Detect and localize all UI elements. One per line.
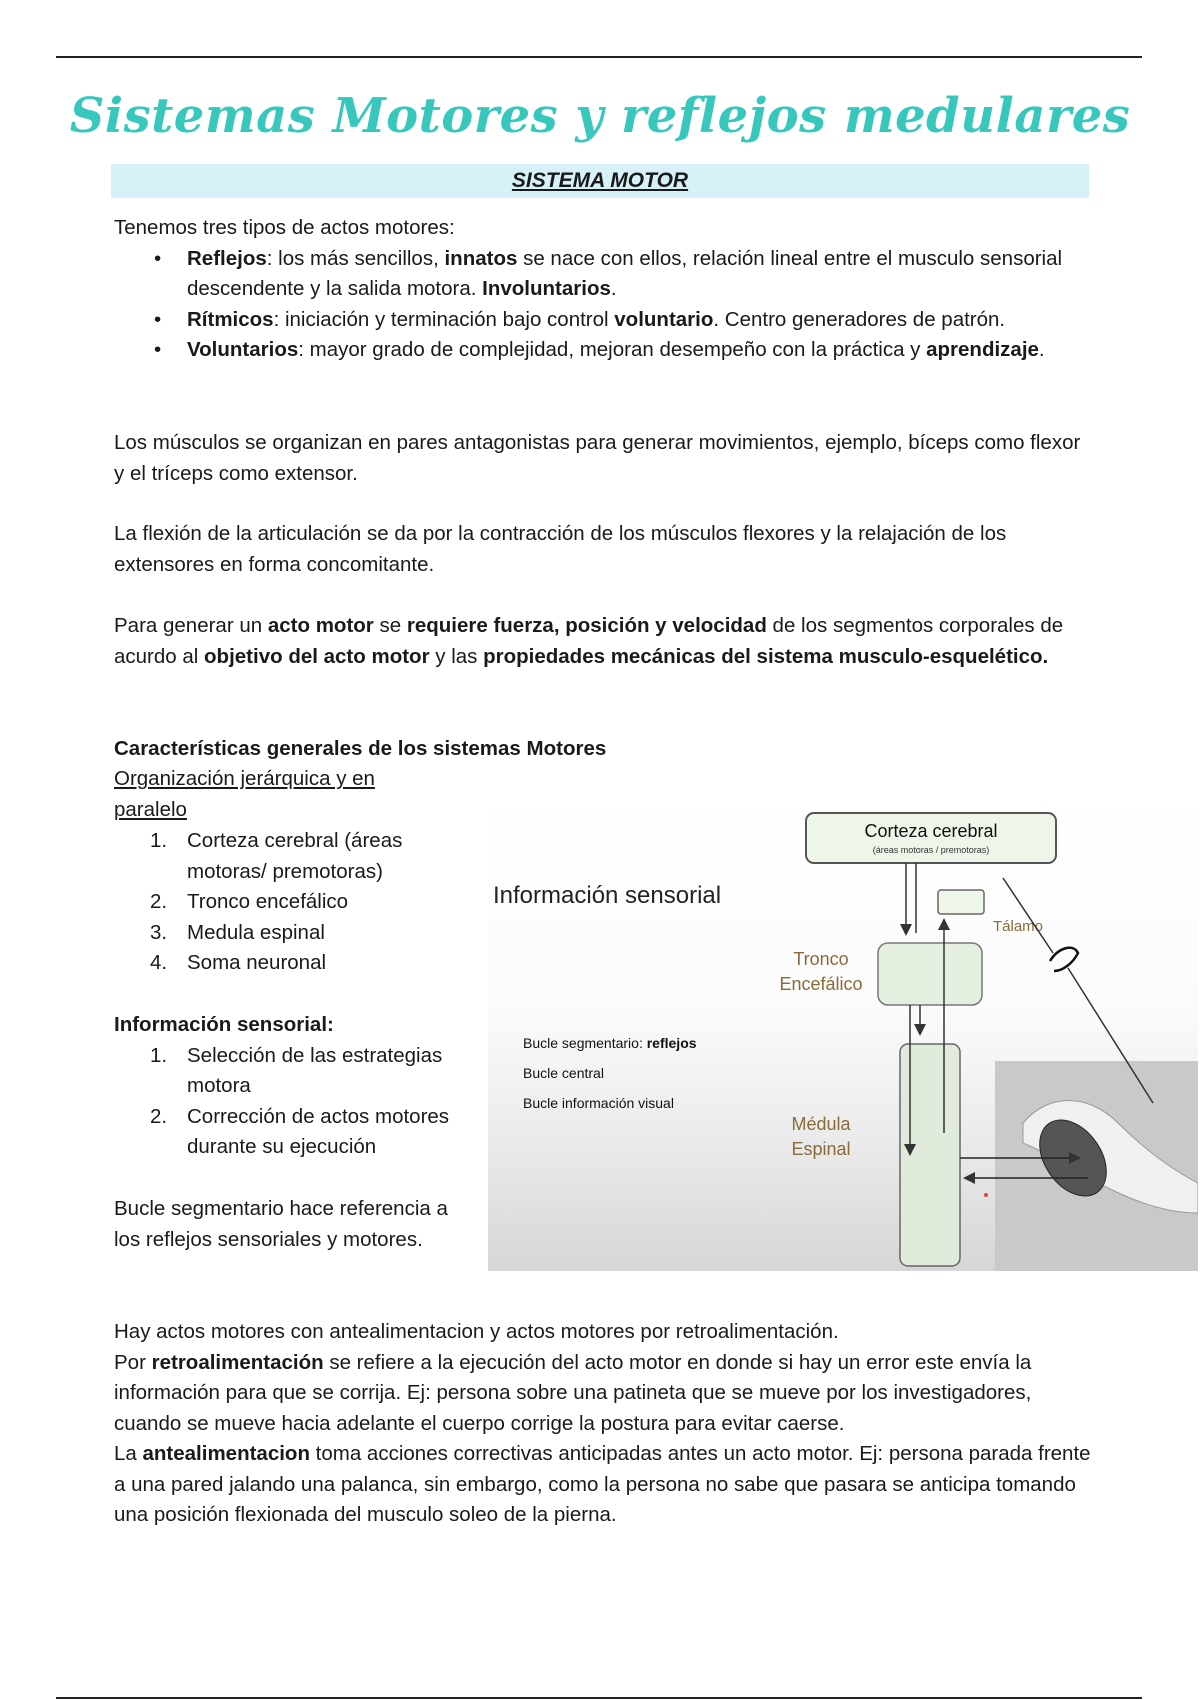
bullet-icon: • [154, 307, 162, 331]
paragraph-text: La [114, 1442, 143, 1465]
characteristics-title: Características generales de los sistemas Motores [114, 737, 607, 760]
paragraph-text: Por [114, 1350, 152, 1374]
characteristics-heading [114, 734, 1094, 765]
spinal-label-2: Espinal [791, 1139, 851, 1159]
loop-segmental-text: Bucle segmentario: [523, 1035, 647, 1051]
term-bold: aprendizaje [926, 338, 1039, 361]
paragraph-text: Para generar un [114, 614, 268, 637]
paragraph-bold: retroalimentación [151, 1350, 324, 1374]
diagram-svg [488, 793, 1198, 1271]
term-bold: Reflejos [187, 246, 267, 270]
item-text: Corrección de actos motores durante su ejecución [187, 1104, 450, 1158]
list-item [114, 1041, 484, 1102]
list-item [114, 887, 484, 918]
list-item [114, 826, 484, 887]
page-title: Sistemas Motores y reflejos medulares [69, 88, 1131, 144]
thalamus-box [938, 890, 984, 914]
list-item [114, 948, 484, 979]
list-item [114, 918, 484, 949]
term-bold: Rítmicos [187, 307, 274, 331]
term-bold: innatos [444, 246, 518, 270]
list-item [114, 244, 1094, 305]
paragraph-bold: propiedades mecánicas del sistema musculo-esquelético. [483, 644, 1049, 668]
paragraph-text: se [373, 614, 407, 637]
paragraph-text: de los segmentos corporales de acurdo al [114, 614, 1064, 668]
item-number: 2. [150, 890, 168, 913]
motor-system-diagram [488, 793, 1198, 1271]
subheading-text: Organización jerárquica y en paralelo [114, 767, 375, 821]
feedback-paragraph [114, 1348, 1094, 1440]
hierarchy-list [114, 826, 484, 979]
eye-icon [1050, 948, 1078, 971]
item-number: 3. [150, 920, 168, 944]
term-text: se nace con ellos, relación lineal entre el musculo sensorial descendente y la salida motora. [187, 246, 1063, 300]
motor-acts-list [114, 244, 1094, 366]
brainstem-label-2: Encefálico [779, 974, 863, 994]
term-text: . Centro generadores de patrón. [713, 307, 1006, 331]
paragraph-bold: antealimentacion [142, 1442, 310, 1465]
loop-visual-label: Bucle información visual [523, 1095, 674, 1111]
hierarchy-list-block [114, 826, 484, 979]
item-text: Tronco encefálico [187, 890, 349, 913]
paragraph-text: toma acciones correctivas anticipadas antes un acto motor. Ej: persona parada frente a una pared jalando una palanca, sin embargo, como la persona no sabe que pasara se anticipa tomando una posición flexionada del musculo soleo de la pierna. [114, 1442, 1091, 1526]
paragraph-bold: requiere fuerza, posición y velocidad [406, 614, 767, 637]
motor-act-paragraph [114, 611, 1094, 672]
item-text: Selección de las estrategias motora [187, 1043, 443, 1097]
item-text: Medula espinal [187, 920, 325, 944]
term-bold: voluntario [614, 307, 714, 331]
loop-note: Bucle segmentario hace referencia a los reflejos sensoriales y motores. [114, 1197, 448, 1251]
term-text: : mayor grado de complejidad, mejoran desempeño con la práctica y [298, 338, 927, 361]
section-heading: SISTEMA MOTOR [511, 169, 689, 192]
item-text: Soma neuronal [187, 951, 327, 974]
bullet-icon: • [154, 338, 162, 361]
intro-text: Tenemos tres tipos de actos motores: [114, 216, 455, 239]
brainstem-label-1: Tronco [793, 949, 849, 969]
bottom-rule [56, 1697, 1142, 1699]
term-bold: Involuntarios [482, 277, 611, 300]
term-text: : iniciación y terminación bajo control [273, 307, 615, 331]
item-number: 1. [150, 1043, 168, 1067]
feedforward-paragraph [114, 1439, 1094, 1531]
spinal-label-1: Médula [791, 1114, 851, 1134]
section-band [111, 164, 1089, 198]
paragraph-bold: acto motor [267, 614, 374, 637]
bullet-icon: • [154, 246, 162, 270]
cortex-sublabel: (áreas motoras / premotoras) [872, 845, 990, 855]
list-item [114, 335, 1094, 366]
sensory-list [114, 1041, 484, 1163]
item-number: 2. [150, 1104, 168, 1128]
feedback-block [114, 1317, 1094, 1531]
sensory-block [114, 1010, 484, 1163]
term-text: . [610, 277, 617, 300]
loop-segmental-label [523, 1035, 697, 1051]
characteristics-subheading [114, 764, 414, 825]
flexion-paragraph: La flexión de la articulación se da por la contracción de los músculos flexores y la relajación de los extensores en forma concomitante. [114, 522, 1007, 576]
item-number: 4. [150, 951, 168, 974]
marker-dot [984, 1193, 988, 1197]
loop-segmental-bold: reflejos [646, 1035, 697, 1051]
paragraph-text: se refiere a la ejecución del acto motor en donde si hay un error este envía la información para que se corrija. Ej: persona sobre una patineta que se mueve por los investigadores, cuando se mueve hacia adelante el cuerpo corrige la postura para evitar caerse. [114, 1350, 1032, 1435]
motor-acts-block [114, 213, 1094, 366]
sensory-heading: Información sensorial: [114, 1013, 334, 1036]
brainstem-box [878, 943, 982, 1005]
item-text: Corteza cerebral (áreas motoras/ premotoras) [187, 829, 403, 883]
feedback-intro: Hay actos motores con antealimentacion y actos motores por retroalimentación. [114, 1320, 839, 1343]
paragraph-bold: objetivo del acto motor [204, 644, 430, 668]
thalamus-label: Tálamo [993, 918, 1044, 935]
item-number: 1. [150, 829, 168, 852]
loop-central-label: Bucle central [523, 1065, 604, 1081]
visual-loop-line [1003, 878, 1053, 953]
paragraph-text: y las [429, 644, 484, 668]
list-item [114, 305, 1094, 336]
term-bold: Voluntarios [187, 338, 299, 361]
term-text: . [1038, 338, 1045, 361]
list-item [114, 1102, 484, 1163]
term-text: : los más sencillos, [266, 246, 445, 270]
diagram-heading: Información sensorial [493, 882, 722, 909]
top-rule [56, 56, 1142, 58]
antagonists-paragraph: Los músculos se organizan en pares antagonistas para generar movimientos, ejemplo, bíceps como flexor y el tríceps como extensor. [114, 431, 1081, 485]
spinal-cord-box [900, 1044, 960, 1266]
cortex-label: Corteza cerebral [864, 821, 998, 841]
